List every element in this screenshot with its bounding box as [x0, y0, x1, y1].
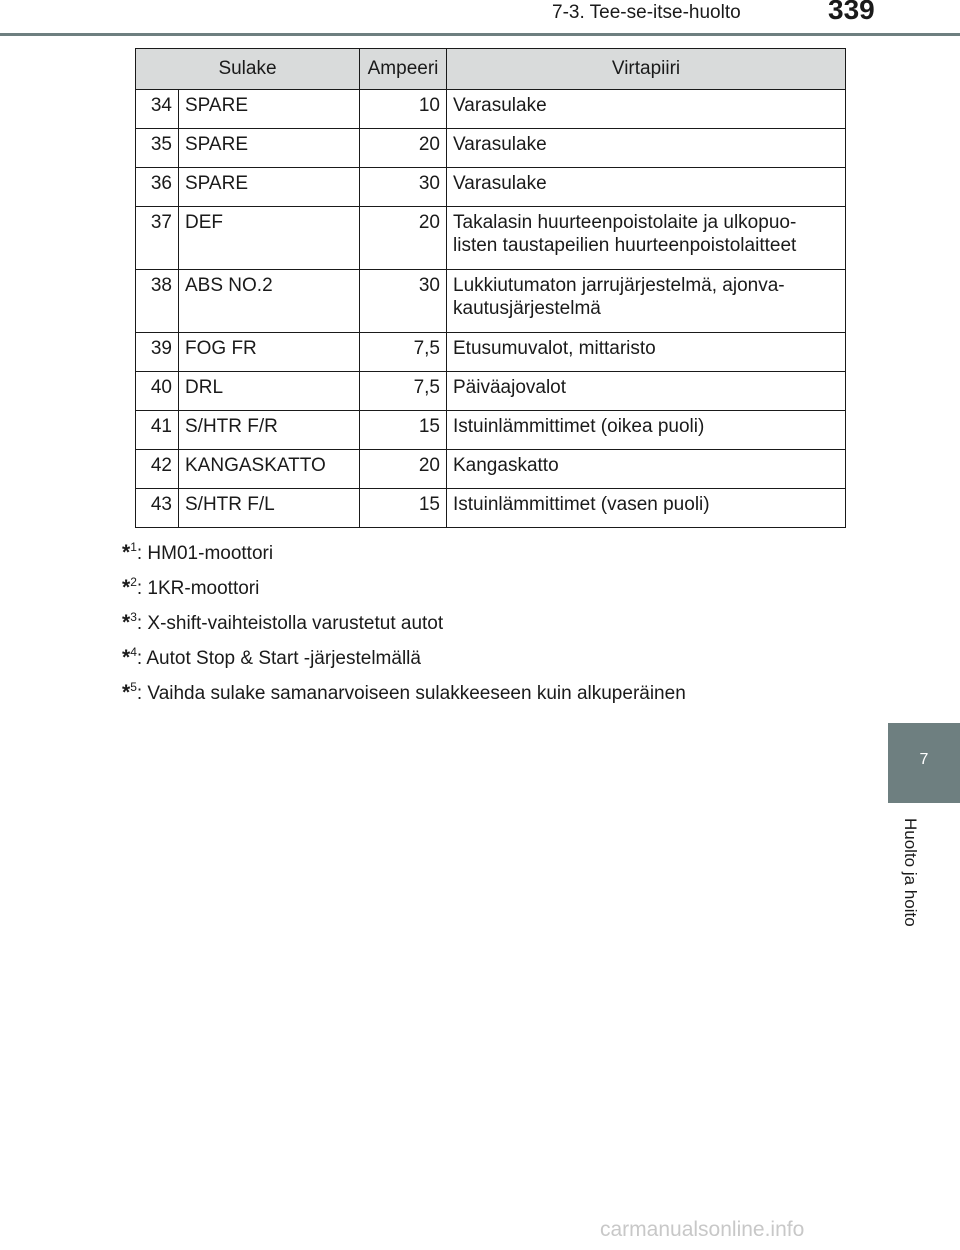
footnote-marker: * — [122, 541, 131, 564]
fuse-table-body — [136, 90, 846, 528]
footnote-marker: * — [122, 576, 131, 599]
watermark: carmanualsonline.info — [600, 1218, 805, 1241]
table-row — [136, 270, 846, 333]
fuse-name-cell: DEF — [179, 207, 360, 270]
column-header-sulake: Sulake — [136, 49, 360, 90]
table-row — [136, 168, 846, 207]
circuit-cell: Istuinlämmittimet (oikea puoli) — [447, 411, 846, 450]
footnote-text: : X-shift-vaihteistolla varustetut autot — [136, 613, 444, 634]
fuse-number-cell: 41 — [136, 411, 179, 450]
footnote-text: : Vaihda sulake samanarvoiseen sulakkeeseen kuin alkuperäinen — [136, 683, 686, 704]
footnote-marker: * — [122, 681, 131, 704]
chapter-tab — [888, 723, 960, 803]
circuit-cell: Kangaskatto — [447, 450, 846, 489]
circuit-cell: Päiväajovalot — [447, 372, 846, 411]
footnote — [122, 635, 686, 670]
fuse-number-cell: 36 — [136, 168, 179, 207]
fuse-number-cell: 42 — [136, 450, 179, 489]
footnote — [122, 670, 686, 705]
ampere-cell: 20 — [360, 450, 447, 489]
column-header-virtapiiri: Virtapiiri — [447, 49, 846, 90]
ampere-cell: 20 — [360, 129, 447, 168]
footnote-number: 2 — [130, 575, 137, 589]
footnote-text: : 1KR-moottori — [136, 578, 260, 599]
table-row — [136, 411, 846, 450]
ampere-cell: 7,5 — [360, 333, 447, 372]
column-header-ampeeri: Ampeeri — [360, 49, 447, 90]
ampere-cell: 10 — [360, 90, 447, 129]
header-rule — [0, 33, 960, 36]
table-row — [136, 207, 846, 270]
footnote-text: : Autot Stop & Start -järjestelmällä — [136, 648, 421, 669]
fuse-name-cell: SPARE — [179, 90, 360, 129]
fuse-name-cell: DRL — [179, 372, 360, 411]
fuse-number-cell: 34 — [136, 90, 179, 129]
footnotes — [122, 530, 686, 705]
footnote — [122, 600, 686, 635]
fuse-number-cell: 35 — [136, 129, 179, 168]
fuse-number-cell: 37 — [136, 207, 179, 270]
section-title: 7-3. Tee-se-itse-huolto — [552, 2, 741, 23]
circuit-cell: Varasulake — [447, 129, 846, 168]
footnote-number: 5 — [130, 680, 137, 694]
fuse-table — [135, 48, 846, 528]
fuse-name-cell: SPARE — [179, 168, 360, 207]
table-row — [136, 489, 846, 528]
footnote — [122, 565, 686, 600]
circuit-cell: Etusumuvalot, mittaristo — [447, 333, 846, 372]
ampere-cell: 30 — [360, 270, 447, 333]
page-header — [0, 0, 960, 40]
fuse-name-cell: ABS NO.2 — [179, 270, 360, 333]
footnote — [122, 530, 686, 565]
table-row — [136, 372, 846, 411]
circuit-cell: Varasulake — [447, 168, 846, 207]
footnote-number: 3 — [130, 610, 137, 624]
ampere-cell: 15 — [360, 411, 447, 450]
footnote-number: 4 — [130, 645, 137, 659]
chapter-label: Huolto ja hoito — [901, 818, 920, 927]
circuit-cell: Lukkiutumaton jarrujärjestelmä, ajonva- kautusjärjestelmä — [447, 270, 846, 333]
fuse-number-cell: 38 — [136, 270, 179, 333]
circuit-cell: Istuinlämmittimet (vasen puoli) — [447, 489, 846, 528]
circuit-cell: Varasulake — [447, 90, 846, 129]
chapter-number: 7 — [919, 751, 929, 768]
circuit-cell: Takalasin huurteenpoistolaite ja ulkopuo- listen taustapeilien huurteenpoistolaitteet — [447, 207, 846, 270]
table-row — [136, 90, 846, 129]
footnote-text: : HM01-moottori — [136, 543, 274, 564]
table-header-row — [136, 49, 846, 90]
table-row — [136, 450, 846, 489]
page-number: 339 — [828, 0, 875, 25]
footnote-marker: * — [122, 611, 131, 634]
fuse-number-cell: 40 — [136, 372, 179, 411]
fuse-name-cell: SPARE — [179, 129, 360, 168]
fuse-number-cell: 39 — [136, 333, 179, 372]
footnote-number: 1 — [130, 540, 137, 554]
fuse-name-cell: FOG FR — [179, 333, 360, 372]
ampere-cell: 30 — [360, 168, 447, 207]
fuse-name-cell: S/HTR F/L — [179, 489, 360, 528]
table-row — [136, 333, 846, 372]
fuse-name-cell: S/HTR F/R — [179, 411, 360, 450]
ampere-cell: 15 — [360, 489, 447, 528]
ampere-cell: 7,5 — [360, 372, 447, 411]
footnote-marker: * — [122, 646, 131, 669]
fuse-name-cell: KANGASKATTO — [179, 450, 360, 489]
table-row — [136, 129, 846, 168]
ampere-cell: 20 — [360, 207, 447, 270]
fuse-number-cell: 43 — [136, 489, 179, 528]
